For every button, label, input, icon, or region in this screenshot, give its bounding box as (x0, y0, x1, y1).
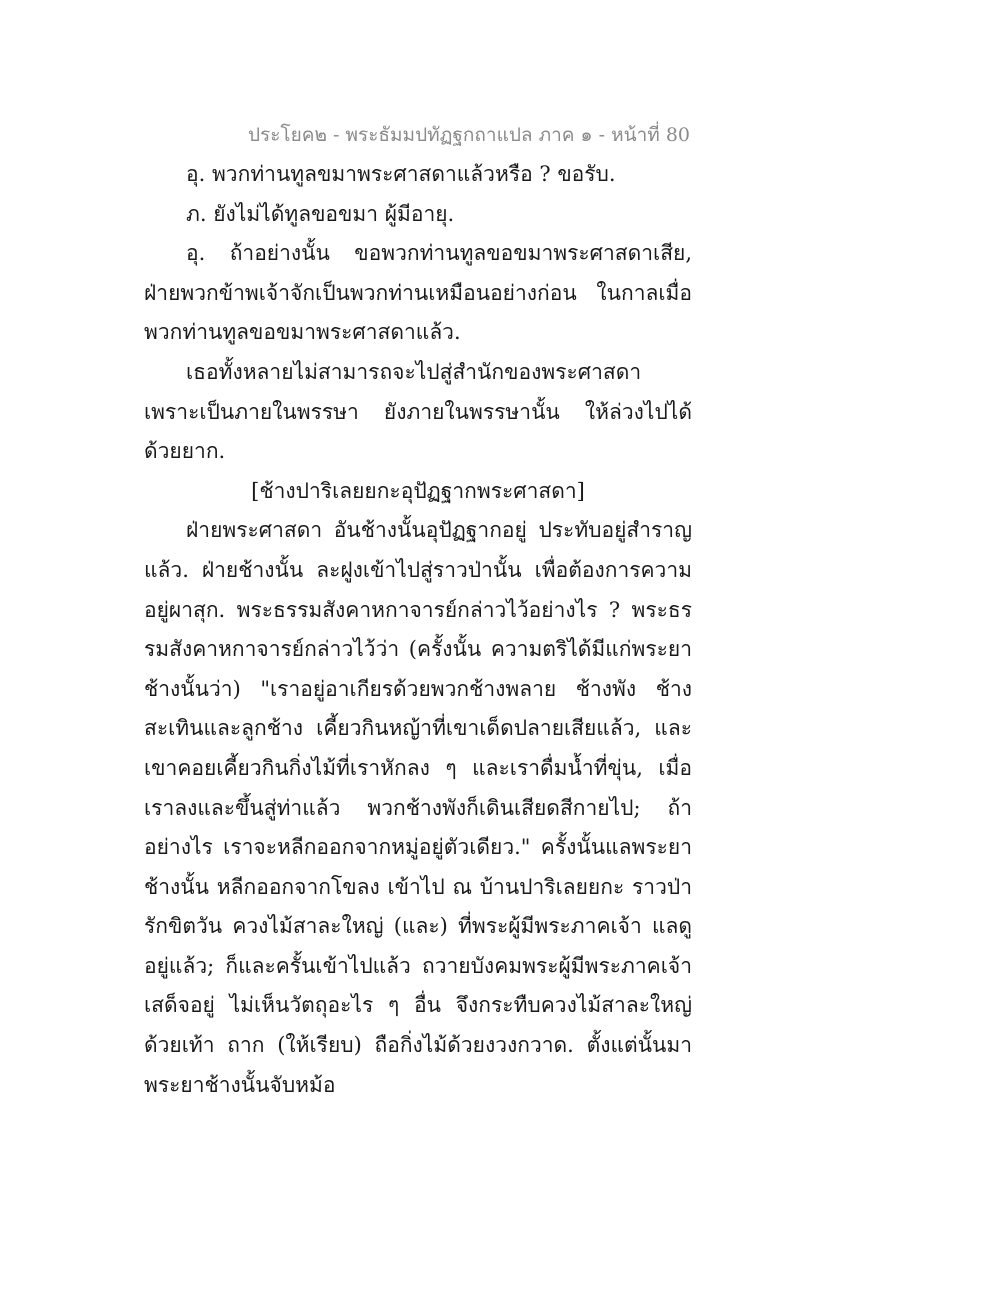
dialogue-line: อุ. พวกท่านทูลขมาพระศาสดาแล้วหรือ ? ขอรับ. (186, 162, 616, 186)
section-subheading: [ช้างปาริเลยยกะอุปัฏฐากพระศาสดา] (251, 478, 585, 503)
dialogue-line: ภ. ยังไม่ได้ทูลขอขมา ผู้มีอายุ. (186, 201, 455, 226)
narrative-paragraph: ฝ่ายพระศาสดา อันช้างนั้นอุปัฏฐากอยู่ ประทับอยู่สำราญแล้ว. ฝ่ายช้างนั้น ละฝูงเข้าไปสู่ราวป่านั้น เพื่อต้องการความอยู่ผาสุก. พระธรรมสังคาหกาจารย์กล่าวไว้อย่างไร ? พระธรรมสังคาหกาจารย์กล่าวไว้ว่า (ครั้งนั้น ความตริได้มีแก่พระยาช้างนั้นว่า) "เราอยู่อาเกียรด้วยพวกช้างพลาย ช้างพัง ช้างสะเทินและลูกช้าง เคี้ยวกินหญ้าที่เขาเด็ดปลายเสียแล้ว, และเขาคอยเคี้ยวกินกิ่งไม้ที่เราหักลง ๆ และเราดื่มน้ำที่ขุ่น, เมื่อเราลงและขึ้นสู่ท่าแล้ว พวกช้างพังก็เดินเสียดสีกายไป; ถ้าอย่างไร เราจะหลีกออกจากหมู่อยู่ตัวเดียว." ครั้งนั้นแลพระยาช้างนั้น หลีกออกจากโขลง เข้าไป ณ บ้านปาริเลยยกะ ราวป่ารักขิตวัน ควงไม้สาละใหญ่ (และ) ที่พระผู้มีพระภาคเจ้า แลดูอยู่แล้ว; ก็และครั้นเข้าไปแล้ว ถวายบังคมพระผู้มีพระภาคเจ้าเสด็จอยู่ ไม่เห็นวัตถุอะไร ๆ อื่น จึงกระทืบควงไม้สาละใหญ่ด้วยเท้า ถาก (ให้เรียบ) ถือกิ่งไม้ด้วยงวงกวาด. ตั้งแต่นั้นมา พระยาช้างนั้นจับหม้อ (144, 518, 692, 1097)
dialogue-line: อุ. ถ้าอย่างนั้น ขอพวกท่านทูลขอขมาพระศาสดาเสีย, ฝ่ายพวกข้าพเจ้าจักเป็นพวกท่านเหมือนอย่างก่อน ในกาลเมื่อพวกท่านทูลขอขมาพระศาสดาแล้ว. (144, 241, 692, 345)
page-body (144, 155, 692, 1105)
page-header: ประโยค๒ - พระธัมมปทัฏฐกถาแปล ภาค ๑ - หน้าที่ 80 (247, 124, 690, 146)
narrative-paragraph: เธอทั้งหลายไม่สามารถจะไปสู่สำนักของพระศาสดา เพราะเป็นภายในพรรษา ยังภายในพรรษานั้น ให้ล่วงไปได้ด้วยยาก. (144, 359, 692, 464)
